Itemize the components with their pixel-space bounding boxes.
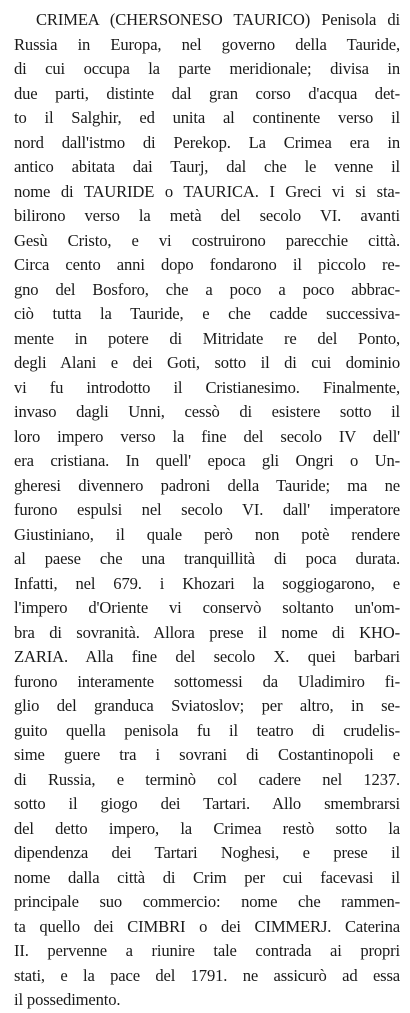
- text-line: glio del granduca Sviatoslov; per altro, in se-: [14, 696, 400, 715]
- text-line: Infatti, nel 679. i Khozari la soggiogarono, e: [14, 573, 400, 593]
- text-line: vi fu introdotto il Cristianesimo. Finalmente,: [14, 377, 400, 397]
- dictionary-entry: [14, 8, 400, 1013]
- text-line: Giustiniano, il quale però non potè rendere: [14, 524, 400, 544]
- text-line: bra di sovranità. Allora prese il nome di KHO-: [14, 622, 400, 642]
- text-line: di Russia, e terminò col cadere nel 1237.: [14, 769, 400, 789]
- text-line: loro impero verso la fine del secolo IV dell': [14, 426, 400, 446]
- text-line: II. pervenne a riunire tale contrada ai propri: [14, 941, 400, 960]
- text-line: del detto impero, la Crimea restò sotto la: [14, 818, 400, 838]
- text-line: gno del Bosforo, che a poco a poco abbrac-: [14, 279, 400, 299]
- text-line: Circa cento anni dopo fondarono il piccolo re-: [14, 255, 400, 274]
- text-line: gheresi divennero padroni della Tauride; ma ne: [14, 475, 400, 495]
- text-line: stati, e la pace del 1791. ne assicurò ad essa: [14, 965, 400, 985]
- text-line: to il Salghir, ed unita al continente verso il: [14, 108, 400, 127]
- text-line: CRIMEA (CHERSONESO TAURICO) Penisola di: [36, 10, 400, 29]
- text-line: di cui occupa la parte meridionale; divisa in: [14, 59, 400, 78]
- text-line: ta quello dei CIMBRI o dei CIMMERJ. Caterina: [14, 916, 400, 936]
- text-line: furono interamente sottomessi da Uladimiro fi-: [14, 671, 400, 691]
- text-line: il possedimento.: [14, 990, 121, 1009]
- text-line: nome dalla città di Crim per cui facevasi il: [14, 867, 400, 887]
- text-line: principale suo commercio: nome che rammen-: [14, 892, 400, 911]
- text-line: sotto il giogo dei Tartari. Allo smembrarsi: [14, 794, 400, 813]
- text-line: invaso dagli Unni, cessò di esistere sotto il: [14, 402, 400, 421]
- text-line: sime guere tra i sovrani di Costantinopoli e: [14, 745, 400, 764]
- text-line: mente in potere di Mitridate re del Ponto,: [14, 328, 400, 348]
- text-line: bilirono verso la metà del secolo VI. avanti: [14, 206, 400, 225]
- text-line: due parti, distinte dal gran corso d'acqua det-: [14, 83, 400, 103]
- text-line: antico abitata dai Taurj, dal che le venne il: [14, 157, 400, 176]
- text-line: nord dall'istmo di Perekop. La Crimea era in: [14, 132, 400, 152]
- text-line: ZARIA. Alla fine del secolo X. quei barbari: [14, 647, 400, 666]
- text-line: furono espulsi nel secolo VI. dall' imperatore: [14, 500, 400, 519]
- text-line: l'impero d'Oriente vi conservò soltanto un'om-: [14, 598, 400, 617]
- text-line: dipendenza dei Tartari Noghesi, e prese il: [14, 843, 400, 862]
- text-line: era cristiana. In quell' epoca gli Ongri o Un-: [14, 451, 400, 470]
- text-line: Gesù Cristo, e vi costruirono parecchie città.: [14, 230, 400, 250]
- text-line: nome di TAURIDE o TAURICA. I Greci vi si sta-: [14, 181, 400, 201]
- text-line: ciò tutta la Tauride, e che cadde successiva-: [14, 304, 400, 323]
- text-line: Russia in Europa, nel governo della Tauride,: [14, 34, 400, 54]
- text-line: al paese che una tranquillità di poca durata.: [14, 549, 400, 568]
- text-line: degli Alani e dei Goti, sotto il di cui dominio: [14, 353, 400, 372]
- text-line: guito quella penisola fu il teatro di crudelis-: [14, 720, 400, 740]
